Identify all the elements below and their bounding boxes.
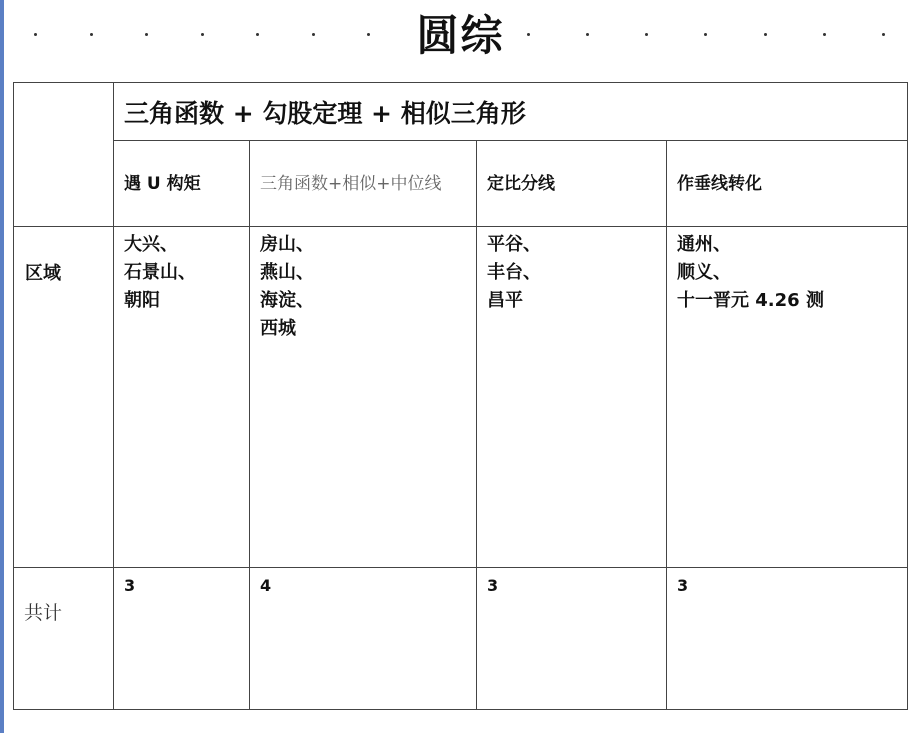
methods-row bbox=[14, 141, 908, 227]
total-cell: 3 bbox=[114, 568, 250, 710]
region-item: 大兴、 bbox=[124, 234, 178, 255]
title-row bbox=[0, 0, 921, 70]
region-item: 通州、 bbox=[677, 234, 731, 255]
region-cell bbox=[250, 227, 477, 568]
region-item: 顺义、 bbox=[677, 262, 731, 283]
decorative-dots-right bbox=[527, 24, 885, 44]
slide-left-accent-bar bbox=[0, 0, 4, 733]
total-row-label: 共计 bbox=[14, 568, 114, 710]
region-item: 燕山、 bbox=[260, 262, 314, 283]
region-cell bbox=[667, 227, 908, 568]
region-item: 昌平 bbox=[487, 290, 523, 311]
regions-row bbox=[14, 227, 908, 568]
region-item: 西城 bbox=[260, 318, 296, 339]
topic-header: 三角函数 + 勾股定理 + 相似三角形 bbox=[114, 83, 908, 141]
region-item: 平谷、 bbox=[487, 234, 541, 255]
region-item: 石景山、 bbox=[124, 262, 196, 283]
region-item: 海淀、 bbox=[260, 290, 314, 311]
region-item: 房山、 bbox=[260, 234, 314, 255]
total-cell: 3 bbox=[667, 568, 908, 710]
region-item: 十一晋元 4.26 测 bbox=[677, 290, 824, 311]
method-cell: 作垂线转化 bbox=[667, 141, 908, 227]
method-cell: 三角函数+相似+中位线 bbox=[250, 141, 477, 227]
corner-cell bbox=[14, 83, 114, 227]
total-cell: 3 bbox=[477, 568, 667, 710]
region-item: 丰台、 bbox=[487, 262, 541, 283]
totals-row bbox=[14, 568, 908, 710]
region-row-label: 区域 bbox=[14, 227, 114, 568]
page-title: 圆综 bbox=[416, 11, 505, 60]
total-cell: 4 bbox=[250, 568, 477, 710]
region-cell bbox=[477, 227, 667, 568]
method-cell: 遇 U 构矩 bbox=[114, 141, 250, 227]
region-item: 朝阳 bbox=[124, 290, 160, 311]
topic-row bbox=[14, 83, 908, 141]
region-cell bbox=[114, 227, 250, 568]
summary-table bbox=[13, 82, 908, 710]
method-cell: 定比分线 bbox=[477, 141, 667, 227]
